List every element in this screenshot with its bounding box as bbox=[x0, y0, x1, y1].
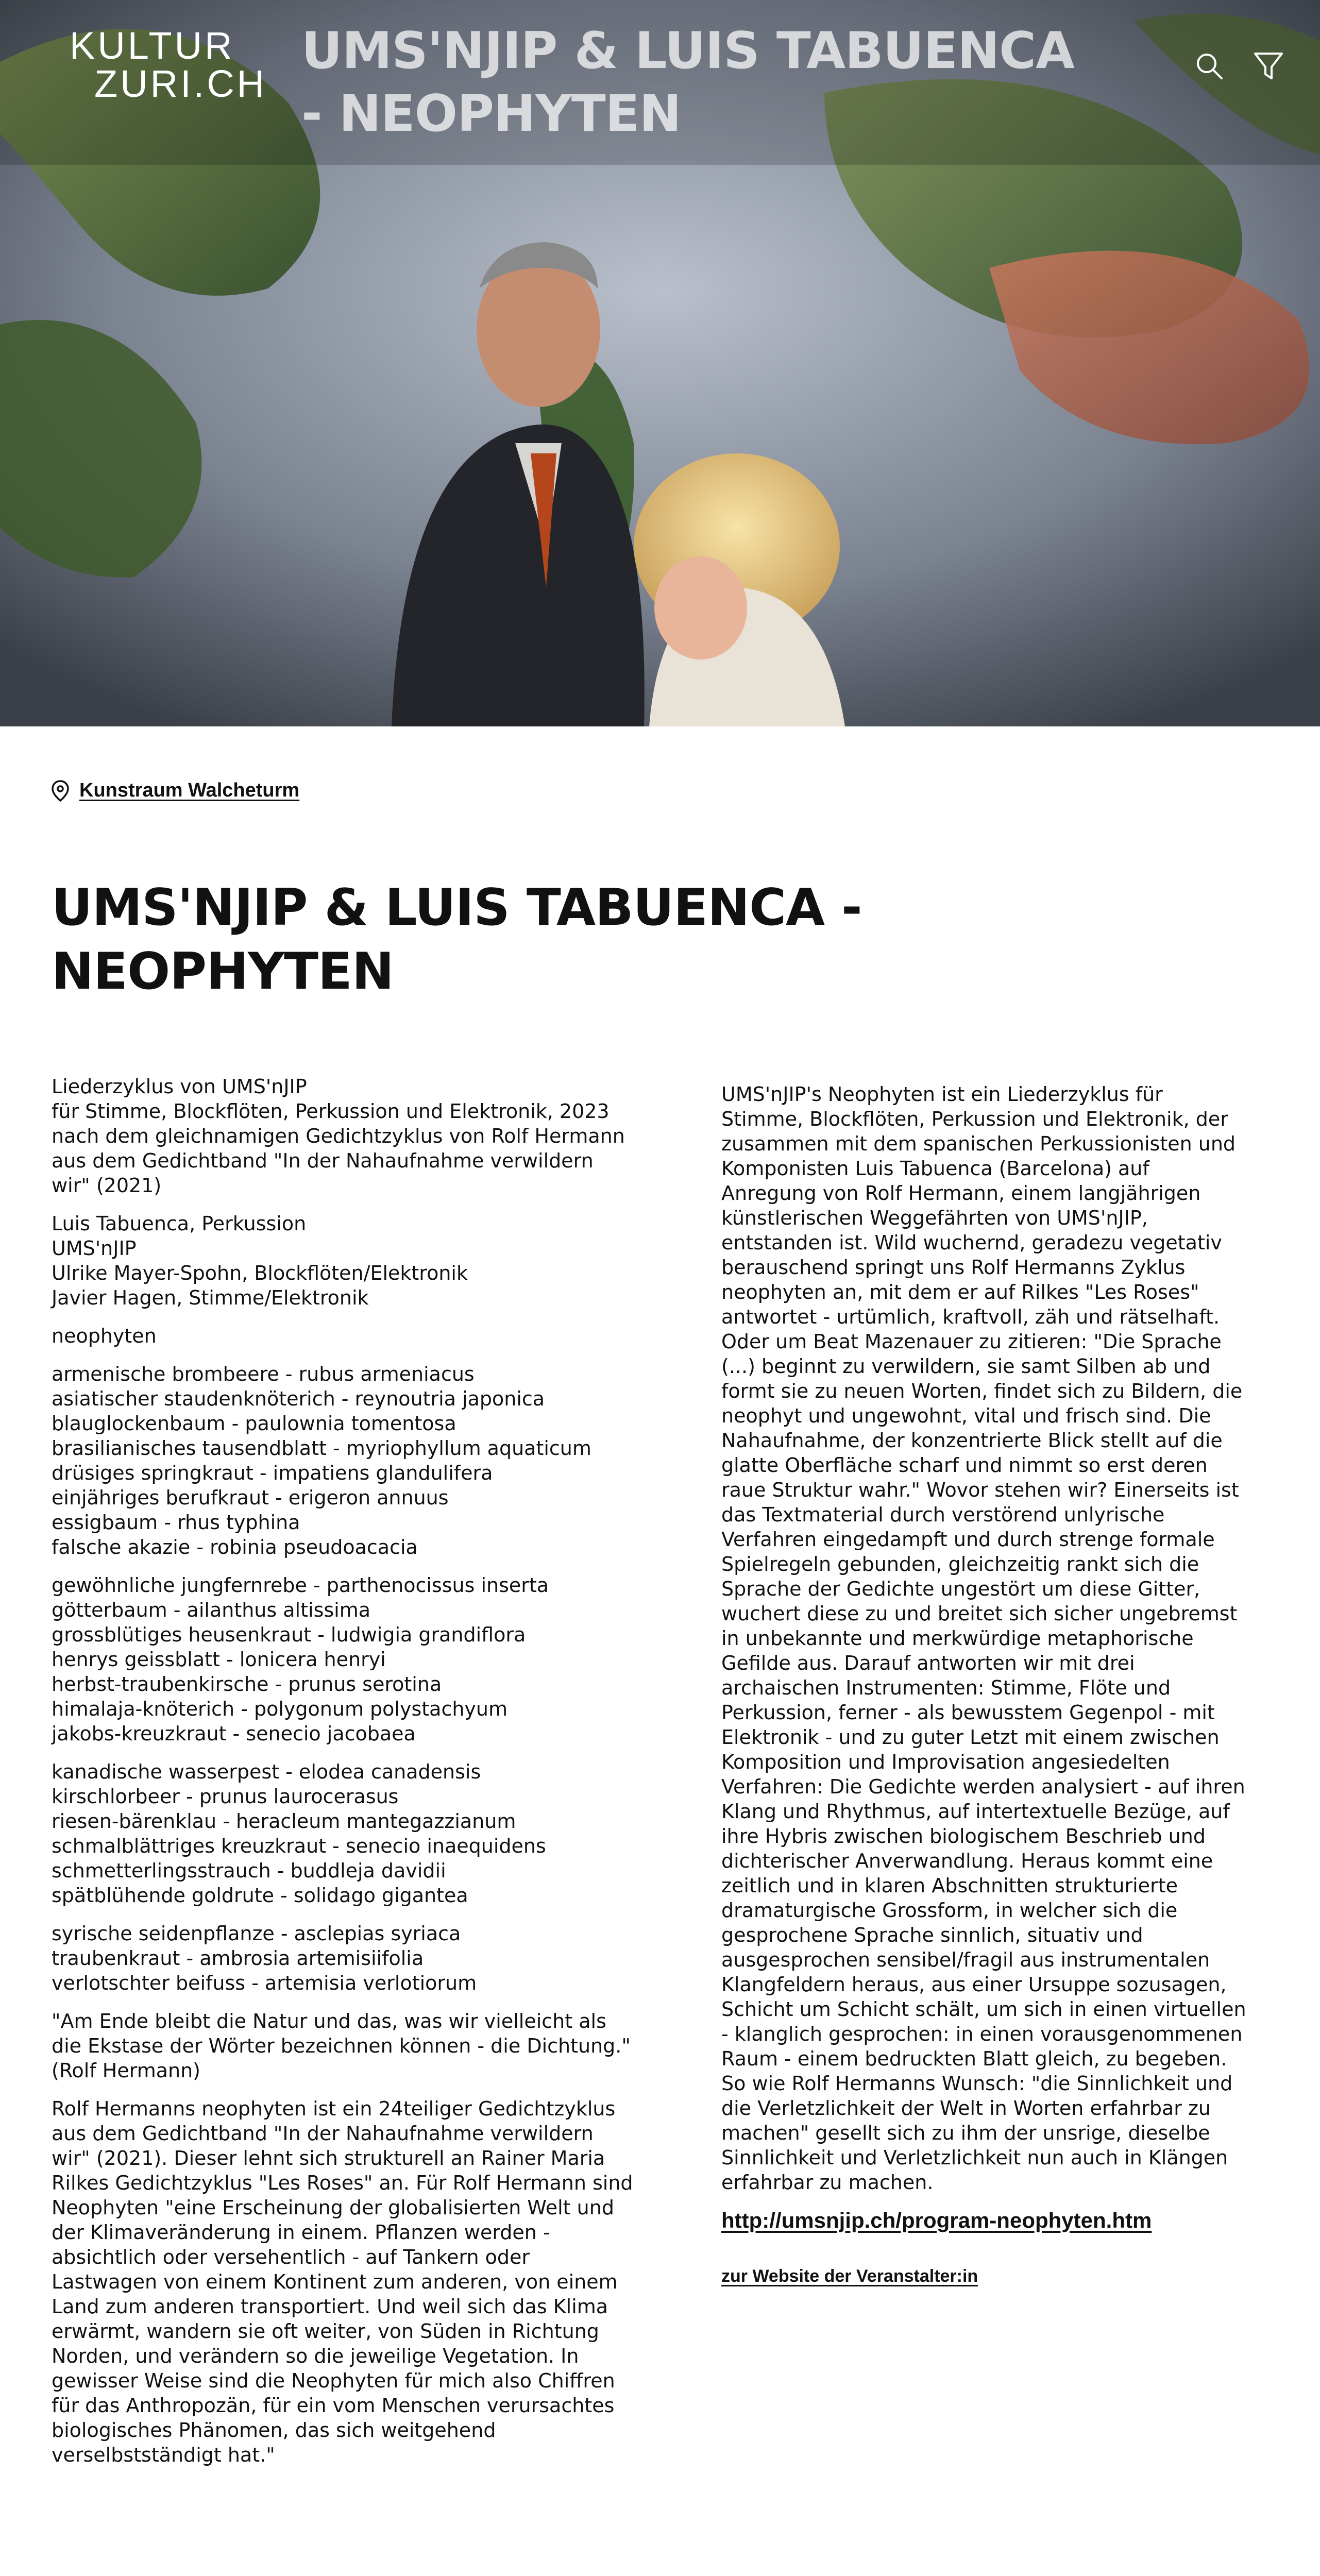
organizer-website-link[interactable]: zur Website der Veranstalter:in bbox=[721, 2266, 978, 2286]
venue-link[interactable] bbox=[52, 779, 299, 802]
event-description-right bbox=[721, 1082, 1247, 2289]
event-title: UMS'NJIP & LUIS TABUENCA - NEOPHYTEN bbox=[52, 878, 862, 1001]
program-link[interactable]: http://umsnjip.ch/program-neophyten.htm bbox=[721, 2208, 1152, 2232]
paragraph: neophyten bbox=[52, 1325, 157, 1347]
location-pin-icon bbox=[52, 780, 69, 802]
paragraph: gewöhnliche jungfernrebe - parthenocissus inserta götterbaum - ailanthus altissima grossblütiges heusenkraut - ludwigia grandiflora henrys geissblatt - lonicera henryi herbst-traubenkirsche - prunus serotina himalaja-knöterich - polygonum polystachyum jakobs-kreuzkraut - senecio jacobaea bbox=[52, 1574, 549, 1745]
logo-line-2: ZURI.CH bbox=[94, 62, 267, 105]
paragraph: "Am Ende bleibt die Natur und das, was wir vielleicht als die Ekstase der Wörter bezeichnen können - die Dichtung." (Rolf Hermann) bbox=[52, 2010, 631, 2082]
paragraph: syrische seidenpflanze - asclepias syriaca traubenkraut - ambrosia artemisiifolia verlotschter beifuss - artemisia verlotiorum bbox=[52, 1922, 477, 1994]
paragraph: Liederzyklus von UMS'nJIP für Stimme, Blockflöten, Perkussion und Elektronik, 2023 nach dem gleichnamigen Gedichtzyklus von Rolf Hermann aus dem Gedichtband "In der Nahaufnahme verwildern wir" (2021) bbox=[52, 1075, 625, 1197]
hero-image bbox=[0, 0, 1320, 726]
filter-icon[interactable] bbox=[1252, 49, 1285, 82]
paragraph: armenische brombeere - rubus armeniacus asiatischer staudenknöterich - reynoutria japonica blauglockenbaum - paulownia tomentosa brasilianisches tausendblatt - myriophyllum aquaticum drüsiges springkraut - impatiens glandulifera einjähriges berufkraut - erigeron annuus essigbaum - rhus typhina falsche akazie - robinia pseudoacacia bbox=[52, 1363, 591, 1558]
logo-line-1: KULTUR bbox=[70, 24, 235, 67]
hero-title: UMS'NJIP & LUIS TABUENCA - NEOPHYTEN bbox=[301, 22, 1074, 143]
paragraph: UMS'nJIP's Neophyten ist ein Liederzyklus für Stimme, Blockflöten, Perkussion und Elektronik, der zusammen mit dem spanischen Perkussionisten und Komponisten Luis Tabuenca (Barcelona) auf Anregung von Rolf Hermann, einem langjährigen künstlerischen Weggefährten von UMS'nJIP, entstanden ist. Wild wuchernd, geradezu vegetativ berauschend springt uns Rolf Hermanns Zyklus neophyten an, mit dem er auf Rilkes "Les Roses" antwortet - urtümlich, kraftvoll, zäh und rätselhaft. Oder um Beat Mazenauer zu zitieren: "Die Sprache (...) beginnt zu verwildern, sie samt Silben ab und formt sie zu neuen Worten, findet sich zu Bildern, die neophyt und ungewohnt, vital und frisch sind. Die Nahaufnahme, der konzentrierte Blick stellt auf die glatte Oberfläche scharf und nimmt so erst deren raue Struktur wahr." Wovor stehen wir? Einerseits ist das Textmaterial durch verstörend unlyrische Verfahren eingedampft und durch strenge formale Spielregeln gebunden, gleichzeitig rankt sich die Sprache der Gedichte ungestört um diese Gitter, wuchert diese zu und breitet sich sicher ungebremst in unbekannte und merkwürdige metaphorische Gefilde aus. Darauf antworten wir mit drei archaischen Instrumenten: Stimme, Flöte und Perkussion, ferner - als bewusstem Gegenpol - mit Elektronik - und zu guter Letzt mit einem zwischen Komposition und Improvisation angesiedelten Verfahren: Die Gedichte werden analysiert - auf ihren Klang und Rhythmus, auf intertextuelle Bezüge, auf ihre Hybris zwischen biologischem Beschrieb und dichterischer Anverwandlung. Heraus kommt eine zeitlich und in klaren Abschnitten strukturierte dramaturgische Grossform, in welcher sich die gesprochene Sprache sinnlich, situativ und ausgesprochen sensibel/fragil aus instrumentalen Klangfeldern heraus, aus einer Ursuppe sozusagen, Schicht um Schicht schält, um sich in einen virtuellen - klanglich gesprochen: in einen vorausgenommenen Raum - einem bedruckten Blatt gleich, zu begeben. So wie Rolf Hermanns Wunsch: "die Sinnlichkeit und die Verletzlichkeit der Welt in Worten erfahrbar zu machen" gesellt sich zu ihm der unsrige, dieselbe Sinnlichkeit und Verletzlichkeit nun auch in Klängen erfahrbar zu machen. bbox=[721, 1083, 1246, 2194]
paragraph: kanadische wasserpest - elodea canadensis kirschlorbeer - prunus laurocerasus riesen-bärenklau - heracleum mantegazzianum schmalblättriges kreuzkraut - senecio inaequidens schmetterlingsstrauch - buddleja davidii spätblühende goldrute - solidago gigantea bbox=[52, 1760, 546, 1907]
site-logo[interactable] bbox=[70, 24, 267, 105]
paragraph: Rolf Hermanns neophyten ist ein 24teiliger Gedichtzyklus aus dem Gedichtband "In der Nahaufnahme verwildern wir" (2021). Dieser lehnt sich strukturell an Rainer Maria Rilkes Gedichtzyklus "Les Roses" an. Für Rolf Hermann sind Neophyten "eine Erscheinung der globalisierten Welt und der Klimaveränderung in einem. Pflanzen werden - absichtlich oder versehentlich - auf Tankern oder Lastwagen von einem Kontinent zum anderen, von einem Land zum anderen transportiert. Und weil sich das Klima erwärmt, wandern sie oft weiter, von Süden in Richtung Norden, und verändern so die jeweilige Vegetation. In gewisser Weise sind die Neophyten für mich also Chiffren für das Anthropozän, für ein vom Menschen verursachtes biologisches Phänomen, das sich weitgehend verselbstständigt hat." bbox=[52, 2097, 633, 2466]
venue-link-label: Kunstraum Walcheturm bbox=[79, 779, 300, 801]
paragraph: Luis Tabuenca, Perkussion UMS'nJIP Ulrike Mayer-Spohn, Blockflöten/Elektronik Javier Hagen, Stimme/Elektronik bbox=[52, 1212, 468, 1309]
event-description-left bbox=[52, 1074, 634, 2481]
search-icon[interactable] bbox=[1193, 49, 1226, 82]
